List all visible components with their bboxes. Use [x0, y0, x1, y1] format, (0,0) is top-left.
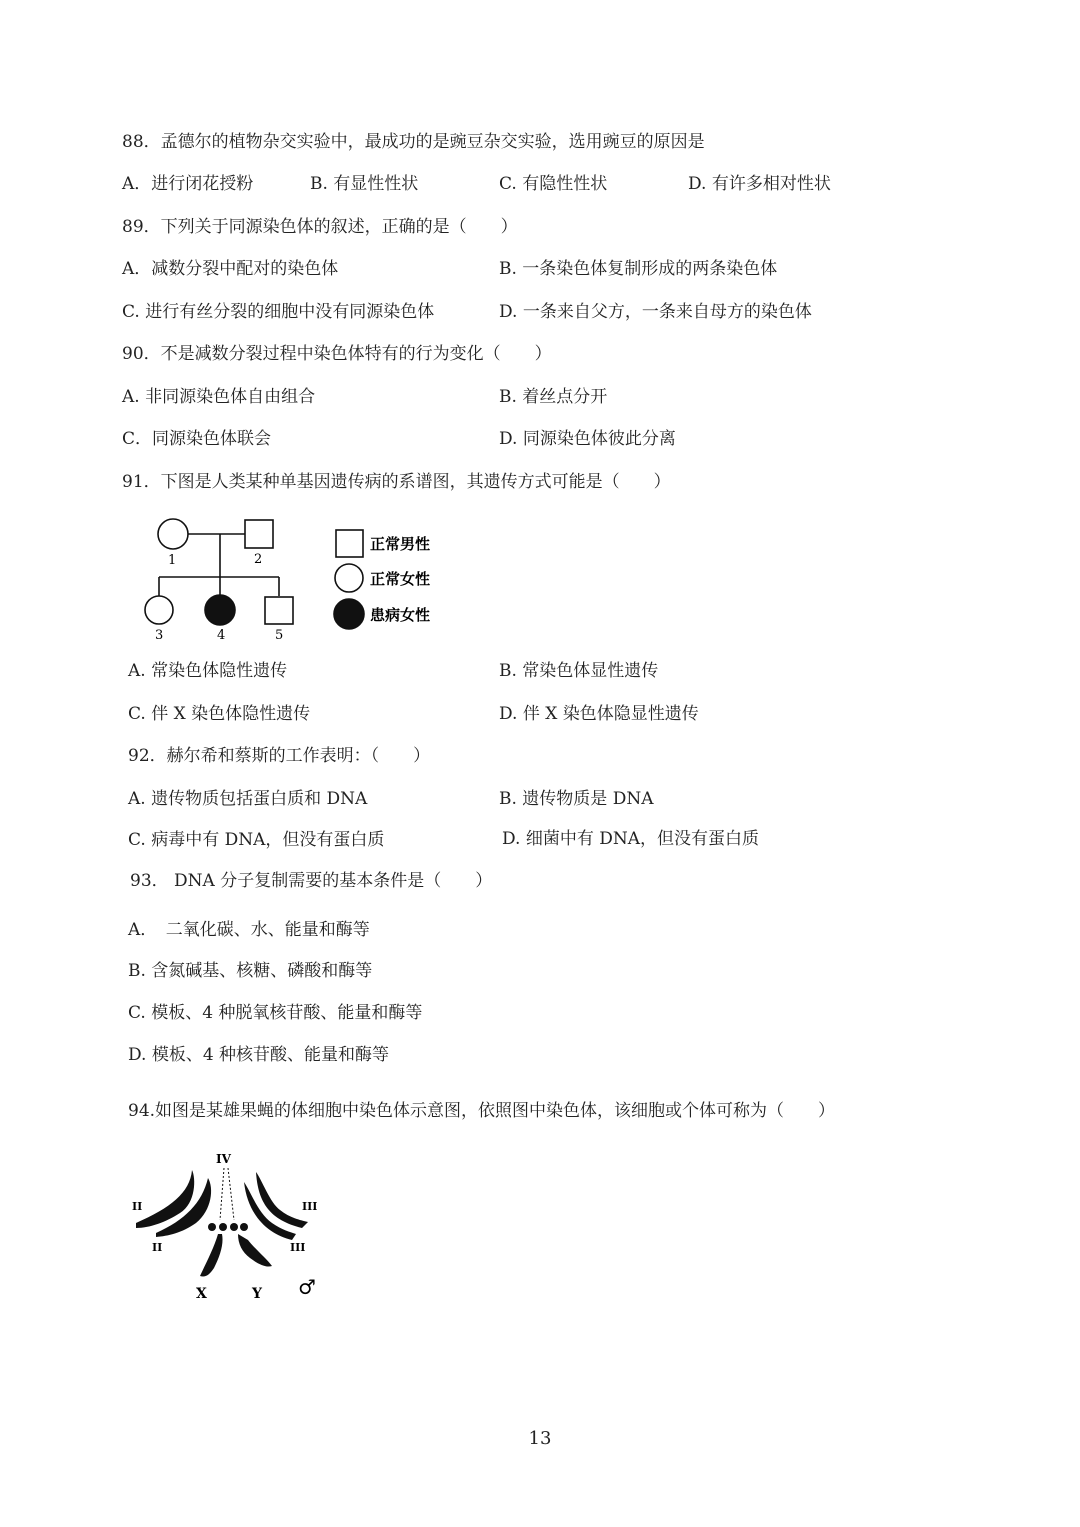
- q88-option-b: B. 有显性性状: [310, 174, 419, 194]
- individual-2-normal-male: [245, 520, 273, 548]
- label-iii-bottom: III: [290, 1241, 306, 1254]
- legend-female-symbol: [335, 564, 363, 592]
- individual-4-label: 4: [217, 628, 226, 643]
- page-number: 13: [528, 1428, 552, 1449]
- q91-option-b: B. 常染色体显性遗传: [499, 661, 659, 681]
- individual-2-label: 2: [254, 552, 263, 567]
- question-92-stem: 92．赫尔希和蔡斯的工作表明：（ ）: [128, 746, 431, 766]
- question-93-stem: 93． DNA 分子复制需要的基本条件是（ ）: [130, 871, 493, 891]
- q89-option-a: A．减数分裂中配对的染色体: [122, 259, 339, 279]
- q90-option-c: C．同源染色体联会: [122, 429, 272, 449]
- pedigree-chart: [140, 512, 460, 647]
- question-89-stem: 89．下列关于同源染色体的叙述，正确的是（ ）: [122, 217, 518, 237]
- label-ii-bottom: II: [152, 1241, 163, 1254]
- label-x: X: [196, 1286, 207, 1302]
- question-94-stem: 94.如图是某雄果蝇的体细胞中染色体示意图，依照图中染色体，该细胞或个体可称为（ ）: [128, 1101, 836, 1121]
- individual-4-affected-female: [205, 595, 235, 625]
- legend-normal-male-label: 正常男性: [370, 535, 431, 553]
- individual-1-label: 1: [168, 553, 177, 568]
- chromosome-x: [200, 1234, 223, 1277]
- label-iii-top: III: [302, 1200, 318, 1213]
- q88-option-a: A．进行闭花授粉: [122, 174, 254, 194]
- q93-option-d: D. 模板、4 种核苷酸、能量和酶等: [128, 1045, 390, 1065]
- q88-option-c: C. 有隐性性状: [499, 174, 608, 194]
- label-ii-top: II: [132, 1200, 143, 1213]
- individual-5-normal-male: [265, 597, 293, 624]
- q92-option-b: B. 遗传物质是 DNA: [499, 789, 654, 809]
- legend-male-symbol: [336, 530, 363, 557]
- question-91-stem: 91．下图是人类某种单基因遗传病的系谱图，其遗传方式可能是（ ）: [122, 472, 671, 492]
- individual-3-label: 3: [155, 628, 164, 643]
- individual-1-normal-female: [158, 519, 188, 549]
- individual-3-normal-female: [145, 596, 173, 624]
- q91-option-c: C. 伴 X 染色体隐性遗传: [128, 704, 311, 724]
- q91-option-d: D. 伴 X 染色体隐显性遗传: [499, 704, 699, 724]
- q92-option-d: D. 细菌中有 DNA，但没有蛋白质: [502, 829, 760, 849]
- legend-affected-female-label: 患病女性: [370, 606, 431, 624]
- q93-option-a: A． 二氧化碳、水、能量和酶等: [128, 920, 370, 940]
- male-symbol: ♂: [298, 1275, 316, 1299]
- q89-option-b: B. 一条染色体复制形成的两条染色体: [499, 259, 778, 279]
- q88-option-d: D. 有许多相对性状: [688, 174, 831, 194]
- q90-option-a: A. 非同源染色体自由组合: [122, 387, 316, 407]
- q92-option-c: C. 病毒中有 DNA，但没有蛋白质: [128, 830, 385, 850]
- chromosome-diagram: [130, 1148, 330, 1303]
- question-88-stem: 88．孟德尔的植物杂交实验中，最成功的是豌豆杂交实验，选用豌豆的原因是: [122, 132, 705, 152]
- legend-affected-female-symbol: [334, 599, 364, 629]
- q93-option-c: C. 模板、4 种脱氧核苷酸、能量和酶等: [128, 1003, 423, 1023]
- question-90-stem: 90．不是减数分裂过程中染色体特有的行为变化（ ）: [122, 344, 552, 364]
- q93-option-b: B. 含氮碱基、核糖、磷酸和酶等: [128, 961, 373, 981]
- chromosome-y: [238, 1234, 272, 1267]
- legend-normal-female-label: 正常女性: [370, 570, 431, 588]
- label-iv: IV: [216, 1152, 231, 1166]
- q91-option-a: A. 常染色体隐性遗传: [128, 661, 288, 681]
- label-y: Y: [252, 1286, 262, 1302]
- q90-option-d: D. 同源染色体彼此分离: [499, 429, 676, 449]
- q90-option-b: B. 着丝点分开: [499, 387, 608, 407]
- q89-option-d: D. 一条来自父方，一条来自母方的染色体: [499, 302, 812, 322]
- individual-5-label: 5: [275, 628, 284, 643]
- q89-option-c: C. 进行有丝分裂的细胞中没有同源染色体: [122, 302, 435, 322]
- q92-option-a: A. 遗传物质包括蛋白质和 DNA: [128, 789, 368, 809]
